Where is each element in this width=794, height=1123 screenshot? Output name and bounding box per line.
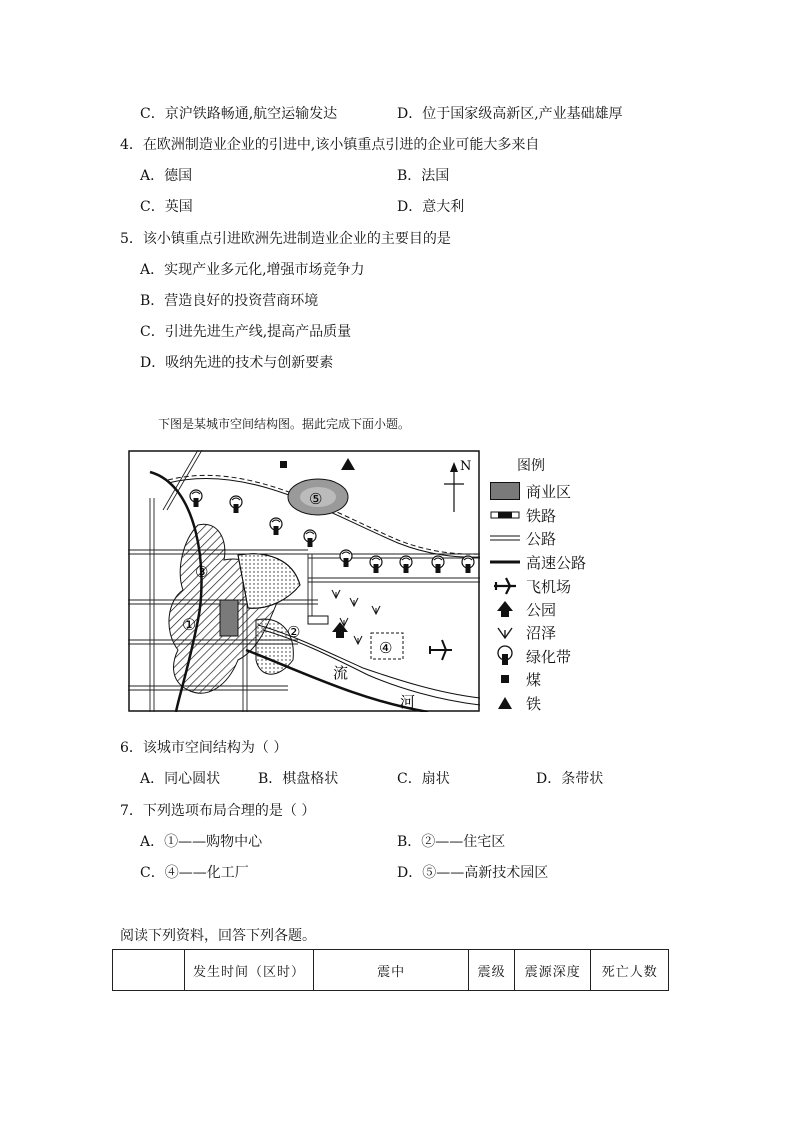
legend-railway-label: 铁路 xyxy=(526,506,557,525)
q6-option-a: A．同心圆状 xyxy=(140,771,221,787)
q7-option-a: A．①——购物中心 xyxy=(140,834,263,850)
legend-highway xyxy=(490,552,586,572)
q5-option-c: C．引进先进生产线,提高产品质量 xyxy=(140,324,352,340)
highway-icon xyxy=(490,557,520,567)
legend-highway-label: 高速公路 xyxy=(526,553,587,572)
table-header-blank xyxy=(113,950,185,991)
legend-marsh xyxy=(490,622,556,642)
q5-option-d: D．吸纳先进的技术与创新要素 xyxy=(140,355,334,371)
coal-symbol xyxy=(280,461,287,468)
park-icon xyxy=(495,599,515,619)
legend-commercial-label: 商业区 xyxy=(526,482,572,501)
legend-coal-label: 煤 xyxy=(526,670,542,689)
table-header-depth: 震源深度 xyxy=(514,950,591,991)
map-label-4: ④ xyxy=(379,639,393,657)
q4-stem: 4．在欧洲制造业企业的引进中,该小镇重点引进的企业可能大多来自 xyxy=(120,137,540,153)
legend-title: 图例 xyxy=(517,458,545,474)
map-river-label-2: 河 xyxy=(400,693,416,711)
table-header-epicenter: 震中 xyxy=(313,950,468,991)
table-header-time: 发生时间（区时） xyxy=(185,950,314,991)
q6-option-c: C．扇状 xyxy=(397,771,450,787)
legend-greenbelt xyxy=(490,646,571,666)
map-label-3: ③ xyxy=(195,563,209,581)
earthquake-table xyxy=(112,949,669,991)
legend-park-label: 公园 xyxy=(526,600,557,619)
q4-option-b: B．法国 xyxy=(397,168,450,184)
q5-option-b: B．营造良好的投资营商环境 xyxy=(140,293,319,309)
q7-option-d: D．⑤——高新技术园区 xyxy=(397,865,549,881)
q7-stem: 7．下列选项布局合理的是（ ） xyxy=(120,803,316,819)
q7-option-b: B．②——住宅区 xyxy=(397,834,506,850)
legend-iron xyxy=(490,693,541,713)
railway-icon xyxy=(490,509,520,521)
legend-greenbelt-label: 绿化带 xyxy=(526,647,572,666)
table-header-deaths: 死亡人数 xyxy=(591,950,669,991)
legend-road-label: 公路 xyxy=(526,529,557,548)
q6-option-d: D．条带状 xyxy=(536,771,604,787)
legend-railway xyxy=(490,505,556,525)
iron-triangle-icon xyxy=(498,697,512,709)
legend-park xyxy=(490,599,556,619)
q7-option-c: C．④——化工厂 xyxy=(140,865,249,881)
legend-coal xyxy=(490,669,541,689)
north-label: N xyxy=(460,459,472,474)
q4-option-d: D．意大利 xyxy=(397,199,465,215)
reading-intro: 阅读下列资料，回答下列各题。 xyxy=(120,928,316,944)
marsh-icon xyxy=(495,622,515,642)
table-header-row xyxy=(113,950,669,991)
legend-road xyxy=(490,528,556,548)
coal-square-icon xyxy=(501,675,509,683)
q6-option-b: B．棋盘格状 xyxy=(258,771,339,787)
legend-iron-label: 铁 xyxy=(526,694,542,713)
q3-option-d: D．位于国家级高新区,产业基础雄厚 xyxy=(397,106,623,122)
tree-icon xyxy=(495,645,515,667)
map-intro: 下图是某城市空间结构图。据此完成下面小题。 xyxy=(158,417,411,431)
map-label-5: ⑤ xyxy=(309,490,323,508)
q4-option-c: C．英国 xyxy=(140,199,193,215)
road-icon xyxy=(490,533,520,543)
legend-airport-label: 飞机场 xyxy=(526,577,572,596)
legend-marsh-label: 沼泽 xyxy=(526,623,557,642)
legend-commercial xyxy=(490,481,571,501)
table-header-magnitude: 震级 xyxy=(469,950,515,991)
legend-airport xyxy=(490,576,571,596)
city-structure-map xyxy=(128,450,480,712)
q4-option-a: A．德国 xyxy=(140,168,193,184)
map-river-label-1: 流 xyxy=(333,664,349,682)
map-label-2: ② xyxy=(287,623,301,641)
q5-stem: 5．该小镇重点引进欧洲先进制造业企业的主要目的是 xyxy=(120,231,451,247)
q3-option-c: C．京沪铁路畅通,航空运输发达 xyxy=(140,106,338,122)
q5-option-a: A．实现产业多元化,增强市场竞争力 xyxy=(140,262,365,278)
airplane-icon xyxy=(492,576,518,596)
map-label-1: ① xyxy=(182,615,197,634)
q6-stem: 6．该城市空间结构为（ ） xyxy=(120,740,288,756)
